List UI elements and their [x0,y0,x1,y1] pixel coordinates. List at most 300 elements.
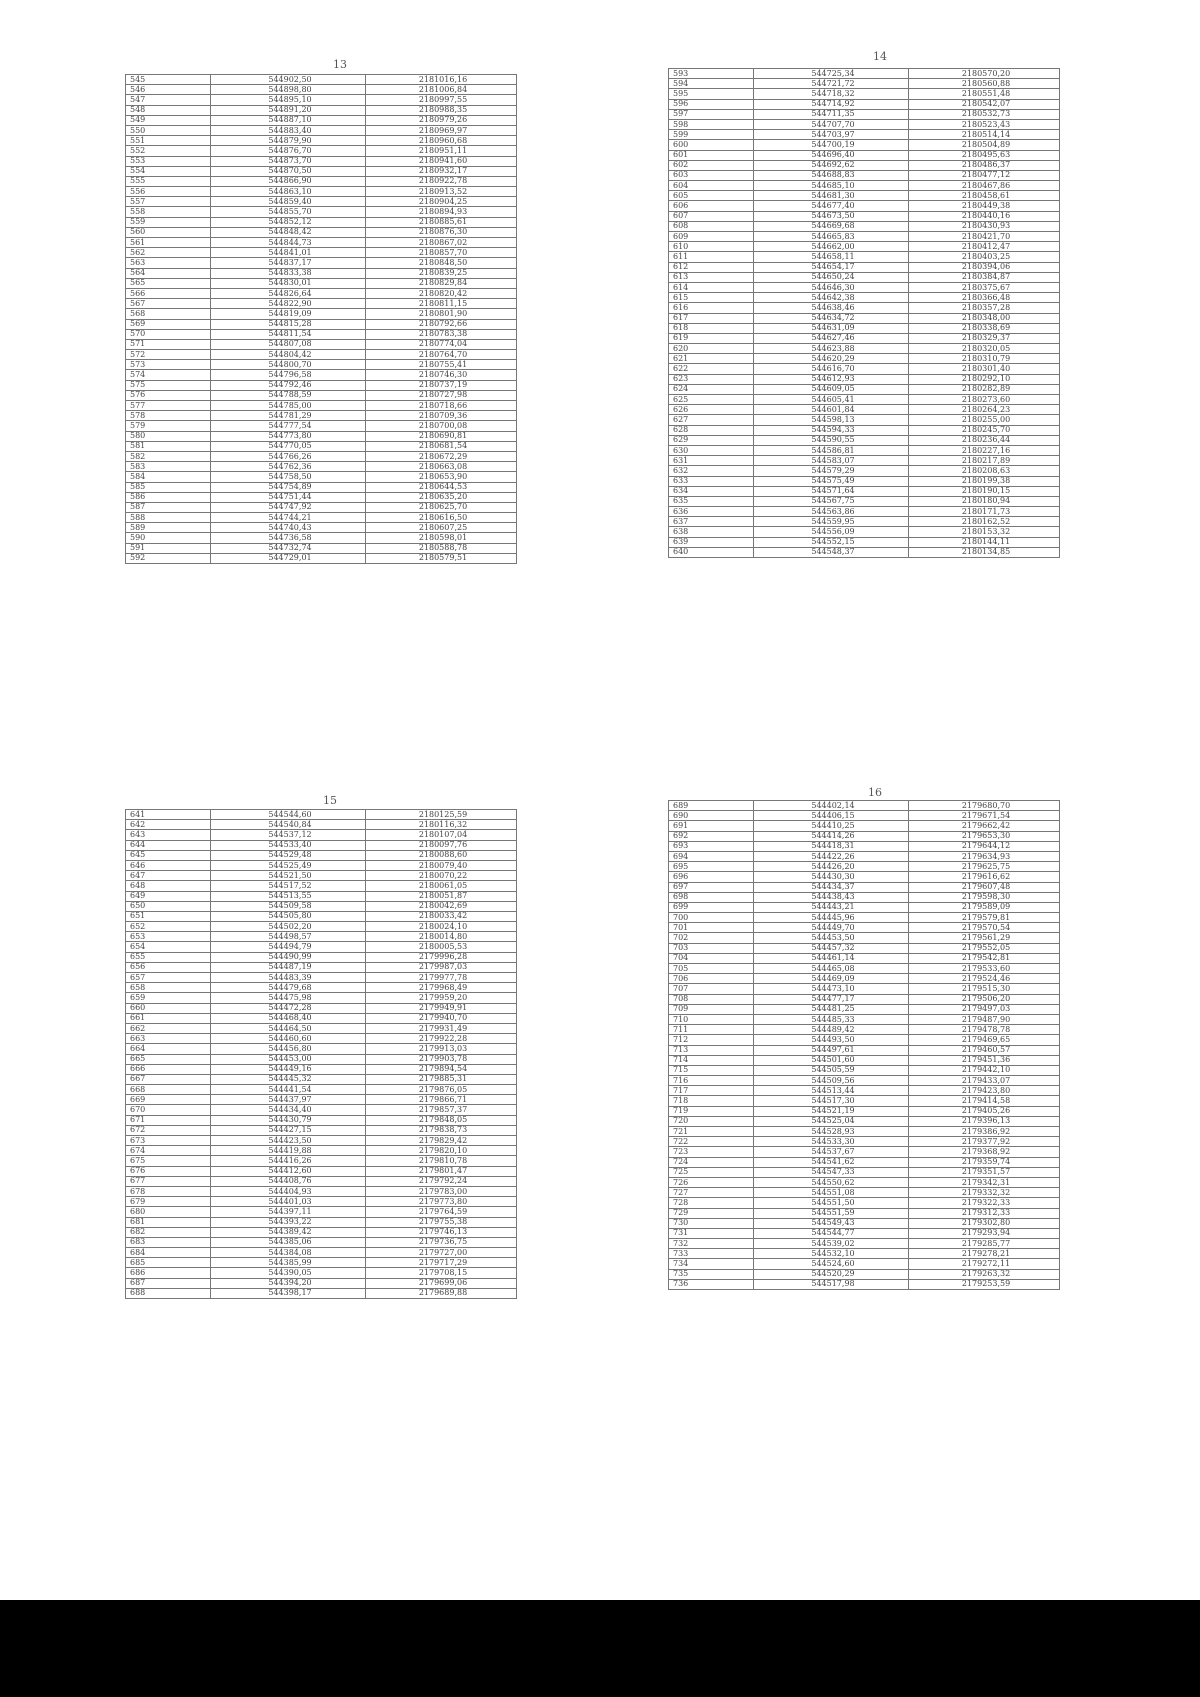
point-number-cell: 612 [669,262,754,272]
x-coordinate-cell: 544537,12 [211,830,366,840]
y-coordinate-cell: 2179451,36 [909,1055,1060,1065]
y-coordinate-cell: 2180477,12 [909,170,1060,180]
y-coordinate-cell: 2179644,12 [909,841,1060,851]
y-coordinate-cell: 2180125,59 [366,810,517,820]
x-coordinate-cell: 544751,44 [211,492,366,502]
table-row [669,1045,1060,1055]
point-number-cell: 586 [126,492,211,502]
x-coordinate-cell: 544623,88 [754,344,909,354]
y-coordinate-cell: 2180421,70 [909,232,1060,242]
point-number-cell: 699 [669,902,754,912]
point-number-cell: 571 [126,339,211,349]
x-coordinate-cell: 544800,70 [211,360,366,370]
x-coordinate-cell: 544390,05 [211,1268,366,1278]
point-number-cell: 694 [669,851,754,861]
table-row [126,891,517,901]
y-coordinate-cell: 2180718,66 [366,401,517,411]
point-number-cell: 575 [126,380,211,390]
x-coordinate-cell: 544703,97 [754,130,909,140]
point-number-cell: 560 [126,227,211,237]
table-row [126,227,517,237]
y-coordinate-cell: 2179616,62 [909,872,1060,882]
table-row [126,319,517,329]
point-number-cell: 687 [126,1278,211,1288]
point-number-cell: 561 [126,238,211,248]
x-coordinate-cell: 544781,29 [211,411,366,421]
table-row [669,354,1060,364]
y-coordinate-cell: 2180811,15 [366,299,517,309]
table-row [669,1137,1060,1147]
point-number-cell: 635 [669,496,754,506]
y-coordinate-cell: 2180171,73 [909,507,1060,517]
point-number-cell: 625 [669,395,754,405]
table-row [126,1013,517,1023]
x-coordinate-cell: 544422,26 [754,851,909,861]
table-row [126,543,517,553]
x-coordinate-cell: 544620,29 [754,354,909,364]
y-coordinate-cell: 2179987,03 [366,962,517,972]
point-number-cell: 659 [126,993,211,1003]
y-coordinate-cell: 2180162,52 [909,517,1060,527]
y-coordinate-cell: 2180180,94 [909,496,1060,506]
x-coordinate-cell: 544457,32 [754,943,909,953]
table-row [669,496,1060,506]
x-coordinate-cell: 544397,11 [211,1207,366,1217]
point-number-cell: 667 [126,1074,211,1084]
x-coordinate-cell: 544487,19 [211,962,366,972]
point-number-cell: 689 [669,801,754,811]
table-row [126,115,517,125]
y-coordinate-cell: 2179699,06 [366,1278,517,1288]
x-coordinate-cell: 544521,50 [211,871,366,881]
x-coordinate-cell: 544725,34 [754,69,909,79]
y-coordinate-cell: 2180792,66 [366,319,517,329]
y-coordinate-cell: 2180542,07 [909,99,1060,109]
page-number-14: 14 [873,50,887,63]
table-row [126,1197,517,1207]
y-coordinate-cell: 2180227,16 [909,445,1060,455]
x-coordinate-cell: 544453,00 [211,1054,366,1064]
y-coordinate-cell: 2179931,49 [366,1023,517,1033]
table-row [669,507,1060,517]
point-number-cell: 619 [669,333,754,343]
y-coordinate-cell: 2179996,28 [366,952,517,962]
table-row [669,79,1060,89]
point-number-cell: 682 [126,1227,211,1237]
x-coordinate-cell: 544770,05 [211,441,366,451]
x-coordinate-cell: 544394,20 [211,1278,366,1288]
y-coordinate-cell: 2179478,78 [909,1025,1060,1035]
x-coordinate-cell: 544732,74 [211,543,366,553]
point-number-cell: 593 [669,69,754,79]
y-coordinate-cell: 2179351,57 [909,1167,1060,1177]
y-coordinate-cell: 2180700,08 [366,421,517,431]
table-row [126,901,517,911]
x-coordinate-cell: 544804,42 [211,350,366,360]
y-coordinate-cell: 2179312,33 [909,1208,1060,1218]
y-coordinate-cell: 2179293,94 [909,1228,1060,1238]
x-coordinate-cell: 544493,50 [754,1035,909,1045]
page-number-15: 15 [323,794,337,807]
x-coordinate-cell: 544501,60 [754,1055,909,1065]
point-number-cell: 609 [669,232,754,242]
y-coordinate-cell: 2179708,15 [366,1268,517,1278]
y-coordinate-cell: 2180885,61 [366,217,517,227]
point-number-cell: 587 [126,502,211,512]
x-coordinate-cell: 544707,70 [754,119,909,129]
table-row [669,882,1060,892]
y-coordinate-cell: 2180951,11 [366,146,517,156]
y-coordinate-cell: 2180144,11 [909,537,1060,547]
table-row [669,862,1060,872]
table-row [669,456,1060,466]
x-coordinate-cell: 544796,58 [211,370,366,380]
point-number-cell: 697 [669,882,754,892]
table-row [126,492,517,502]
x-coordinate-cell: 544605,41 [754,395,909,405]
table-row [126,288,517,298]
table-row [669,1157,1060,1167]
point-number-cell: 674 [126,1146,211,1156]
y-coordinate-cell: 2180764,70 [366,350,517,360]
y-coordinate-cell: 2180755,41 [366,360,517,370]
point-number-cell: 662 [126,1023,211,1033]
table-row [669,405,1060,415]
y-coordinate-cell: 2180514,14 [909,130,1060,140]
point-number-cell: 610 [669,242,754,252]
point-number-cell: 620 [669,344,754,354]
table-row [126,411,517,421]
x-coordinate-cell: 544883,40 [211,125,366,135]
point-number-cell: 595 [669,89,754,99]
x-coordinate-cell: 544718,32 [754,89,909,99]
point-number-cell: 664 [126,1044,211,1054]
y-coordinate-cell: 2180449,38 [909,201,1060,211]
y-coordinate-cell: 2180097,76 [366,840,517,850]
point-number-cell: 574 [126,370,211,380]
table-row [669,1025,1060,1035]
point-number-cell: 590 [126,533,211,543]
point-number-cell: 637 [669,517,754,527]
table-row [126,533,517,543]
point-number-cell: 679 [126,1197,211,1207]
x-coordinate-cell: 544681,30 [754,191,909,201]
y-coordinate-cell: 2180384,87 [909,272,1060,282]
y-coordinate-cell: 2180774,04 [366,339,517,349]
x-coordinate-cell: 544879,90 [211,136,366,146]
point-number-cell: 618 [669,323,754,333]
table-row [669,1167,1060,1177]
y-coordinate-cell: 2179561,29 [909,933,1060,943]
table-row [126,1248,517,1258]
table-row [126,248,517,258]
x-coordinate-cell: 544438,43 [754,892,909,902]
point-number-cell: 663 [126,1034,211,1044]
coordinate-table-15 [125,809,517,1299]
y-coordinate-cell: 2179263,32 [909,1269,1060,1279]
y-coordinate-cell: 2180153,32 [909,527,1060,537]
table-row [669,323,1060,333]
coordinate-table-14 [668,68,1060,558]
y-coordinate-cell: 2180960,68 [366,136,517,146]
y-coordinate-cell: 2180504,89 [909,140,1060,150]
x-coordinate-cell: 544736,58 [211,533,366,543]
y-coordinate-cell: 2180366,48 [909,293,1060,303]
y-coordinate-cell: 2180709,36 [366,411,517,421]
x-coordinate-cell: 544627,46 [754,333,909,343]
table-row [669,851,1060,861]
point-number-cell: 615 [669,293,754,303]
x-coordinate-cell: 544590,55 [754,435,909,445]
table-row [669,537,1060,547]
y-coordinate-cell: 2179727,00 [366,1248,517,1258]
point-number-cell: 632 [669,466,754,476]
point-number-cell: 567 [126,299,211,309]
table-row [669,831,1060,841]
point-number-cell: 604 [669,181,754,191]
table-row [669,547,1060,557]
x-coordinate-cell: 544721,72 [754,79,909,89]
x-coordinate-cell: 544430,79 [211,1115,366,1125]
point-number-cell: 722 [669,1137,754,1147]
x-coordinate-cell: 544385,06 [211,1237,366,1247]
table-row [669,994,1060,1004]
point-number-cell: 576 [126,390,211,400]
y-coordinate-cell: 2180727,98 [366,390,517,400]
x-coordinate-cell: 544550,62 [754,1177,909,1187]
table-row [126,421,517,431]
y-coordinate-cell: 2179396,13 [909,1116,1060,1126]
y-coordinate-cell: 2180320,05 [909,344,1060,354]
table-row [126,553,517,563]
y-coordinate-cell: 2180941,60 [366,156,517,166]
point-number-cell: 669 [126,1095,211,1105]
table-row [669,933,1060,943]
table-row [669,191,1060,201]
table-row [126,431,517,441]
y-coordinate-cell: 2179634,93 [909,851,1060,861]
x-coordinate-cell: 544729,01 [211,553,366,563]
x-coordinate-cell: 544830,01 [211,278,366,288]
x-coordinate-cell: 544509,56 [754,1076,909,1086]
point-number-cell: 643 [126,830,211,840]
y-coordinate-cell: 2180653,90 [366,472,517,482]
x-coordinate-cell: 544416,26 [211,1156,366,1166]
point-number-cell: 723 [669,1147,754,1157]
table-row [669,1035,1060,1045]
point-number-cell: 688 [126,1288,211,1298]
point-number-cell: 671 [126,1115,211,1125]
x-coordinate-cell: 544410,25 [754,821,909,831]
point-number-cell: 613 [669,272,754,282]
y-coordinate-cell: 2180672,29 [366,451,517,461]
point-number-cell: 649 [126,891,211,901]
y-coordinate-cell: 2179755,38 [366,1217,517,1227]
point-number-cell: 550 [126,125,211,135]
y-coordinate-cell: 2179368,92 [909,1147,1060,1157]
y-coordinate-cell: 2180644,53 [366,482,517,492]
table-row [126,1186,517,1196]
y-coordinate-cell: 2179253,59 [909,1279,1060,1289]
page-number-16: 16 [868,786,882,799]
x-coordinate-cell: 544583,07 [754,456,909,466]
y-coordinate-cell: 2180282,89 [909,384,1060,394]
x-coordinate-cell: 544673,50 [754,211,909,221]
x-coordinate-cell: 544513,44 [754,1086,909,1096]
x-coordinate-cell: 544393,22 [211,1217,366,1227]
table-row [126,502,517,512]
y-coordinate-cell: 2179433,07 [909,1076,1060,1086]
y-coordinate-cell: 2180690,81 [366,431,517,441]
x-coordinate-cell: 544677,40 [754,201,909,211]
x-coordinate-cell: 544434,37 [754,882,909,892]
point-number-cell: 735 [669,1269,754,1279]
point-number-cell: 644 [126,840,211,850]
table-row [126,1166,517,1176]
table-row [669,333,1060,343]
point-number-cell: 668 [126,1085,211,1095]
point-number-cell: 700 [669,913,754,923]
x-coordinate-cell: 544434,40 [211,1105,366,1115]
y-coordinate-cell: 2179414,58 [909,1096,1060,1106]
point-number-cell: 676 [126,1166,211,1176]
point-number-cell: 600 [669,140,754,150]
table-row [669,282,1060,292]
y-coordinate-cell: 2180579,51 [366,553,517,563]
point-number-cell: 589 [126,523,211,533]
table-row [126,1146,517,1156]
table-row [126,1023,517,1033]
x-coordinate-cell: 544609,05 [754,384,909,394]
y-coordinate-cell: 2180273,60 [909,395,1060,405]
x-coordinate-cell: 544453,50 [754,933,909,943]
point-number-cell: 628 [669,425,754,435]
point-number-cell: 731 [669,1228,754,1238]
x-coordinate-cell: 544855,70 [211,207,366,217]
table-row [669,974,1060,984]
point-number-cell: 629 [669,435,754,445]
table-row [669,1279,1060,1289]
table-row [126,1034,517,1044]
table-row [669,242,1060,252]
x-coordinate-cell: 544688,83 [754,170,909,180]
point-number-cell: 545 [126,75,211,85]
bottom-black-band [0,1600,1200,1697]
y-coordinate-cell: 2180913,52 [366,187,517,197]
x-coordinate-cell: 544483,39 [211,973,366,983]
point-number-cell: 566 [126,288,211,298]
x-coordinate-cell: 544616,70 [754,364,909,374]
x-coordinate-cell: 544525,04 [754,1116,909,1126]
point-number-cell: 704 [669,953,754,963]
table-row [669,476,1060,486]
point-number-cell: 592 [126,553,211,563]
x-coordinate-cell: 544497,61 [754,1045,909,1055]
table-row [669,1249,1060,1259]
y-coordinate-cell: 2179405,26 [909,1106,1060,1116]
point-number-cell: 710 [669,1014,754,1024]
point-number-cell: 580 [126,431,211,441]
point-number-cell: 721 [669,1127,754,1137]
table-row [126,401,517,411]
point-number-cell: 611 [669,252,754,262]
point-number-cell: 732 [669,1239,754,1249]
y-coordinate-cell: 2180134,85 [909,547,1060,557]
y-coordinate-cell: 2179278,21 [909,1249,1060,1259]
table-row [126,339,517,349]
x-coordinate-cell: 544876,70 [211,146,366,156]
x-coordinate-cell: 544513,55 [211,891,366,901]
x-coordinate-cell: 544389,42 [211,1227,366,1237]
x-coordinate-cell: 544696,40 [754,150,909,160]
point-number-cell: 708 [669,994,754,1004]
y-coordinate-cell: 2179857,37 [366,1105,517,1115]
point-number-cell: 692 [669,831,754,841]
table-row [669,1218,1060,1228]
point-number-cell: 591 [126,543,211,553]
y-coordinate-cell: 2179423,80 [909,1086,1060,1096]
y-coordinate-cell: 2180005,53 [366,942,517,952]
point-number-cell: 607 [669,211,754,221]
table-row [126,1268,517,1278]
y-coordinate-cell: 2180616,50 [366,513,517,523]
y-coordinate-cell: 2180551,48 [909,89,1060,99]
y-coordinate-cell: 2179302,80 [909,1218,1060,1228]
x-coordinate-cell: 544489,42 [754,1025,909,1035]
table-row [126,197,517,207]
table-row [126,309,517,319]
x-coordinate-cell: 544430,30 [754,872,909,882]
point-number-cell: 630 [669,445,754,455]
x-coordinate-cell: 544549,43 [754,1218,909,1228]
table-row [126,962,517,972]
y-coordinate-cell: 2180820,42 [366,288,517,298]
table-row [669,892,1060,902]
x-coordinate-cell: 544552,15 [754,537,909,547]
y-coordinate-cell: 2179515,30 [909,984,1060,994]
y-coordinate-cell: 2179903,78 [366,1054,517,1064]
x-coordinate-cell: 544594,33 [754,425,909,435]
x-coordinate-cell: 544537,67 [754,1147,909,1157]
y-coordinate-cell: 2179469,65 [909,1035,1060,1045]
point-number-cell: 698 [669,892,754,902]
table-row [126,105,517,115]
point-number-cell: 657 [126,973,211,983]
y-coordinate-cell: 2179968,49 [366,983,517,993]
x-coordinate-cell: 544714,92 [754,99,909,109]
table-row [126,299,517,309]
y-coordinate-cell: 2180033,42 [366,911,517,921]
table-row [126,922,517,932]
table-row [126,125,517,135]
x-coordinate-cell: 544532,10 [754,1249,909,1259]
y-coordinate-cell: 2179764,59 [366,1207,517,1217]
y-coordinate-cell: 2179838,73 [366,1125,517,1135]
table-row [126,513,517,523]
y-coordinate-cell: 2179736,75 [366,1237,517,1247]
y-coordinate-cell: 2179959,20 [366,993,517,1003]
table-row [669,170,1060,180]
point-number-cell: 724 [669,1157,754,1167]
coordinate-table-16 [668,800,1060,1290]
y-coordinate-cell: 2179653,30 [909,831,1060,841]
table-row [669,1177,1060,1187]
y-coordinate-cell: 2179876,05 [366,1085,517,1095]
point-number-cell: 673 [126,1136,211,1146]
point-number-cell: 551 [126,136,211,146]
table-row [669,211,1060,221]
table-row [126,462,517,472]
